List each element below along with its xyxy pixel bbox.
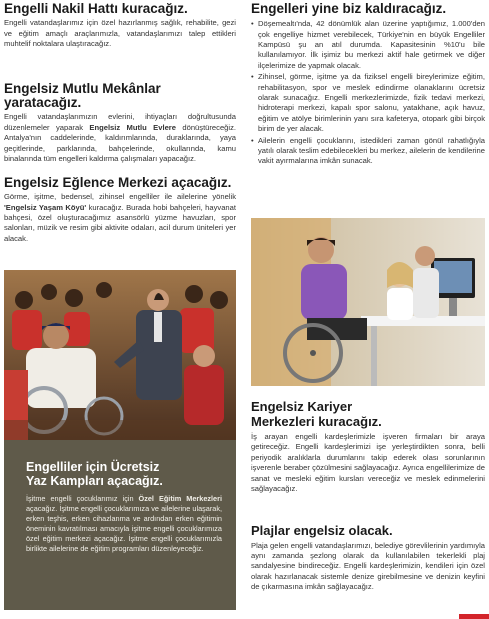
event-photo: [4, 270, 236, 440]
office-photo: [251, 218, 485, 386]
body-text: Görme, işitme, bedensel, zihinsel engelliler ile ailelerine yönelik: [4, 192, 236, 202]
camp-title: [26, 460, 222, 488]
section-body: [4, 112, 236, 164]
body-text: Engelli vatandaşlarımızın evlerini, ihtiyaçları doğrultusunda düzenlemeler yaparak: [4, 112, 236, 132]
body-text: İşitme engelli çocuklarımız için: [26, 494, 139, 503]
body-emphasis: 'Engelsiz Yaşam Köyü': [4, 202, 87, 212]
section-body: Plaja gelen engelli vatandaşlarımızı, belediye görevlilerinin yardımıyla aynı zamanda şezlong olarak da kullanılabilen tekerlekli plaj sandalyesine bindireceğiz. Engelli kardeşlerimizin, kendileri için özel olarak hazırlanacak sistemle denize girebilmesine ve denizin keyfini de çıkarmasına imkân sağlayacağız.: [251, 540, 485, 592]
section-title: Engelsiz Mutlu Mekânlar yaratacağız.: [4, 81, 161, 111]
section-transfer-line: [4, 2, 236, 49]
section-remove-barriers: [251, 2, 485, 168]
section-body: İş arayan engelli kardeşlerimizle işveren firmaları bir araya getireceğiz. Engelli kardeşlerimizi işe yerleştirdikten sonra, belli periyodik aralıklarla durumlarını takip ederek olası sorunlarının işverenle beraber çözülmesini sağlayacağız. Ayrıca engellilerimize de sanat ve mesleki eğitim kursları vereceğiz ve meslek edinmelerini sağlayacağız.: [251, 432, 485, 494]
bullet-list: [251, 19, 485, 167]
section-entertainment-center: [4, 176, 236, 244]
section-title-line: Engelsiz Kariyer: [251, 399, 353, 414]
event-photo-illustration: [4, 270, 236, 440]
section-happy-spaces: [4, 82, 236, 164]
camp-title-line: Yaz Kampları açacağız.: [26, 474, 163, 488]
section-title-line: Merkezleri kuracağız.: [251, 413, 382, 429]
body-emphasis: Engelsiz Mutlu Evlere: [89, 122, 176, 132]
body-text: dönüştüreceğiz. Antalya'nın caddelerinde, kaldırımlarında, duraklarında, yaya geçitlerinde, parklarında, bahçelerinde, okullarında, kamu binalarında tüm engelleri kaldırma çalışmaları yapacağız.: [4, 122, 236, 163]
accent-bar: [459, 614, 489, 619]
camp-title-line: Engelliler için Ücretsiz: [26, 460, 160, 474]
section-title: [251, 400, 485, 429]
list-item: • Zihinsel, görme, işitme ya da fiziksel engelli bireylerimize eğitim, rehabilitasyon, spor ve meslek edindirme olanaklarını ücretsiz olarak sunacağız. Engelli merkezlerimizde, fizik tedavi merkezi, hidroterapi merkezi, kapalı spor salonu, yatakhane, açık havuz, eğitim ve atölye birimlerinin yanı sıra kafeterya, otopark gibi birçok birim de yer alacak.: [251, 72, 485, 134]
office-photo-illustration: [251, 218, 485, 386]
body-text: açacağız. İşitme engelli çocuklarımıza ve ailelerine ulaşarak, erken teşhis, erken cihazlanma ve ardından erken eğitimin öneminin kavratılması amacıyla işitme engelli çocuklarımıza özel eğitim merkezi açacağız. İşitme engelli çocuklarımızla birlikte ailelerine de eğitim programları düzenleyeceğiz.: [26, 504, 222, 553]
section-body: [4, 192, 236, 244]
section-title: Plajlar engelsiz olacak.: [251, 523, 393, 538]
section-beaches: [251, 524, 485, 593]
summer-camp-box: [4, 440, 236, 610]
section-career-centers: [251, 400, 485, 494]
section-title: Engelleri yine biz kaldıracağız.: [251, 1, 447, 16]
list-item: • Ailelerin engelli çocuklarını, istedikleri zaman gönül rahatlığıyla yatılı olarak teslim edebilecekleri bu merkez, ailelerin de kendilerine vakit ayırmalarına imkân sunacak.: [251, 136, 485, 167]
section-title: Engelsiz Eğlence Merkezi açacağız.: [4, 175, 232, 190]
list-item: • Döşemealtı'nda, 42 dönümlük alan üzerine yaptığımız, 1.000'den çok engelliye hizmet verebilecek, Türkiye'nin en büyük Engelliler Kampüsü şu an atıl durumda. Kapasitesinin %10'u bile kullanılamıyor. İlk işimiz bu merkezi aktif hale getirmek ve diğer ilçelerimize de yapmak olacak.: [251, 19, 485, 71]
section-body: Engelli vatandaşlarımız için özel hazırlanmış sağlık, rehabilite, gezi ve eğitim amaçlı araçlarımızla, vatandaşlarımızı talep ettikleri muhtelif noktalara ulaştıracağız.: [4, 18, 236, 48]
section-title: Engelli Nakil Hattı kuracağız.: [4, 1, 188, 16]
body-emphasis: Özel Eğitim Merkezleri: [138, 494, 222, 503]
body-text: kuracağız. Burada hobi bahçeleri, hayvanat bahçesi, özel oluşturacağımız asansörlü yüzme havuzları, spor salonları, müzik ve resim gibi aktivite odaları, acil durum üniteleri yer alacak.: [4, 202, 236, 243]
camp-body: [26, 494, 222, 554]
